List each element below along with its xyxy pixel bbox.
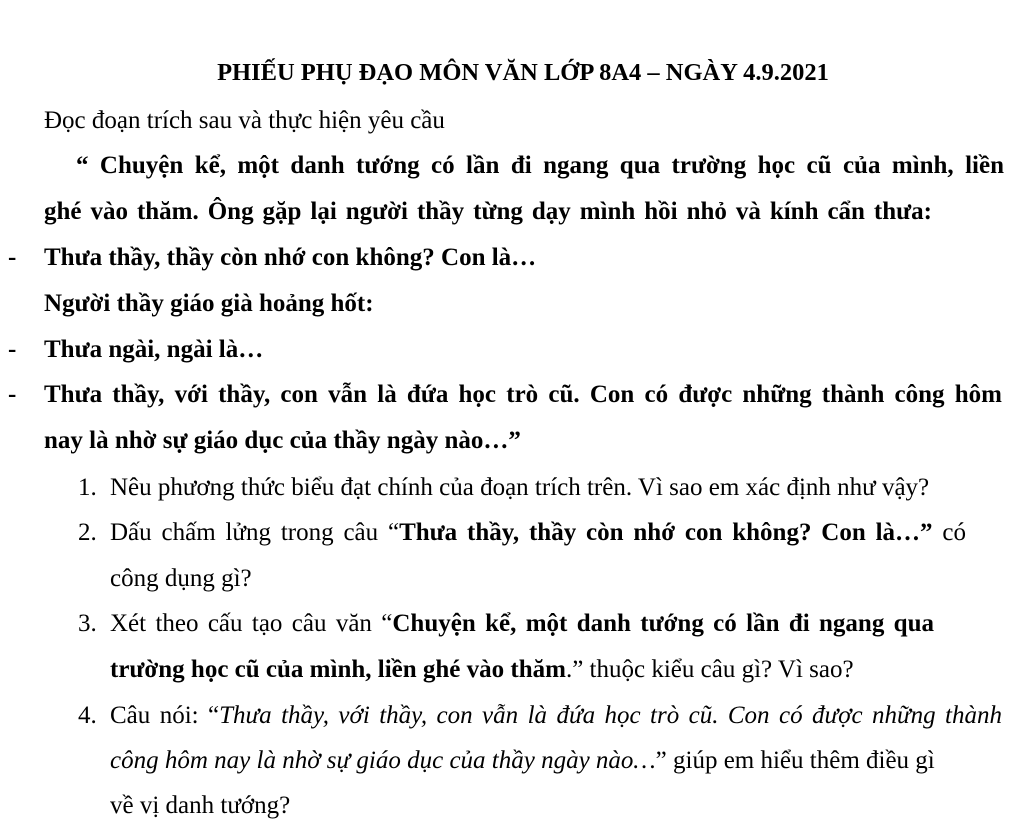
dialogue-dash-1: - [8,244,17,271]
passage-line-1: “ Chuyện kể, một danh tướng có lần đi ngang qua trường học cũ của mình, liền [76,152,1004,179]
passage-line-2: ghé vào thăm. Ông gặp lại người thầy từng dạy mình hồi nhỏ và kính cẩn thưa: [44,198,932,225]
question-2-pre: Dấu chấm lửng trong câu “ [110,519,400,546]
dialogue-line-2: Thưa ngài, ngài là… [44,336,264,363]
question-3-quote-b: trường học cũ của mình, liền ghé vào thăm [110,656,566,683]
page-title: PHIẾU PHỤ ĐẠO MÔN VĂN LỚP 8A4 – NGÀY 4.9.2021 [217,59,829,86]
question-text-2-line-2: công dụng gì? [110,565,252,592]
question-number-2: 2. [78,519,97,546]
question-3-post: .” thuộc kiểu câu gì? Vì sao? [565,656,854,683]
question-3-pre: Xét theo cấu tạo câu văn “ [110,610,393,637]
question-4-quote-b: công hôm nay là nhờ sự giáo dục của thầy ngày nào… [110,747,656,774]
question-4-pre: Câu nói: “ [110,702,220,729]
question-number-4: 4. [78,702,97,729]
dialogue-line-3b: nay là nhờ sự giáo dục của thầy ngày nào…” [44,427,521,454]
dialogue-line-3a: Thưa thầy, với thầy, con vẫn là đứa học trò cũ. Con có được những thành công hôm [44,381,1002,408]
instruction-text: Đọc đoạn trích sau và thực hiện yêu cầu [44,107,445,134]
question-text-4-line-3: về vị danh tướng? [110,792,291,819]
question-2-quote: Thưa thầy, thầy còn nhớ con không? Con là… [399,519,921,546]
question-text-2-line-1 [110,518,966,548]
question-text-3-line-2 [110,655,854,685]
question-text-3-line-1 [110,609,934,639]
dialogue-line-1: Thưa thầy, thầy còn nhớ con không? Con là… [44,244,537,271]
narration-line: Người thầy giáo già hoảng hốt: [44,290,374,317]
question-text-1: Nêu phương thức biểu đạt chính của đoạn trích trên. Vì sao em xác định như vậy? [110,474,930,501]
question-2-post: có [932,519,966,546]
question-text-4-line-1 [110,701,1002,731]
question-4-quote-a: Thưa thầy, với thầy, con vẫn là đứa học trò cũ. Con có được những thành [219,702,1002,729]
dialogue-dash-3: - [8,381,17,408]
question-3-quote-a: Chuyện kể, một danh tướng có lần đi ngang qua [392,610,934,637]
question-4-post: ” giúp em hiểu thêm điều gì [655,747,935,774]
question-text-4-line-2 [110,746,935,776]
question-number-1: 1. [78,474,97,501]
question-2-close-quote: ” [920,519,933,546]
dialogue-dash-2: - [8,336,17,363]
question-number-3: 3. [78,610,97,637]
